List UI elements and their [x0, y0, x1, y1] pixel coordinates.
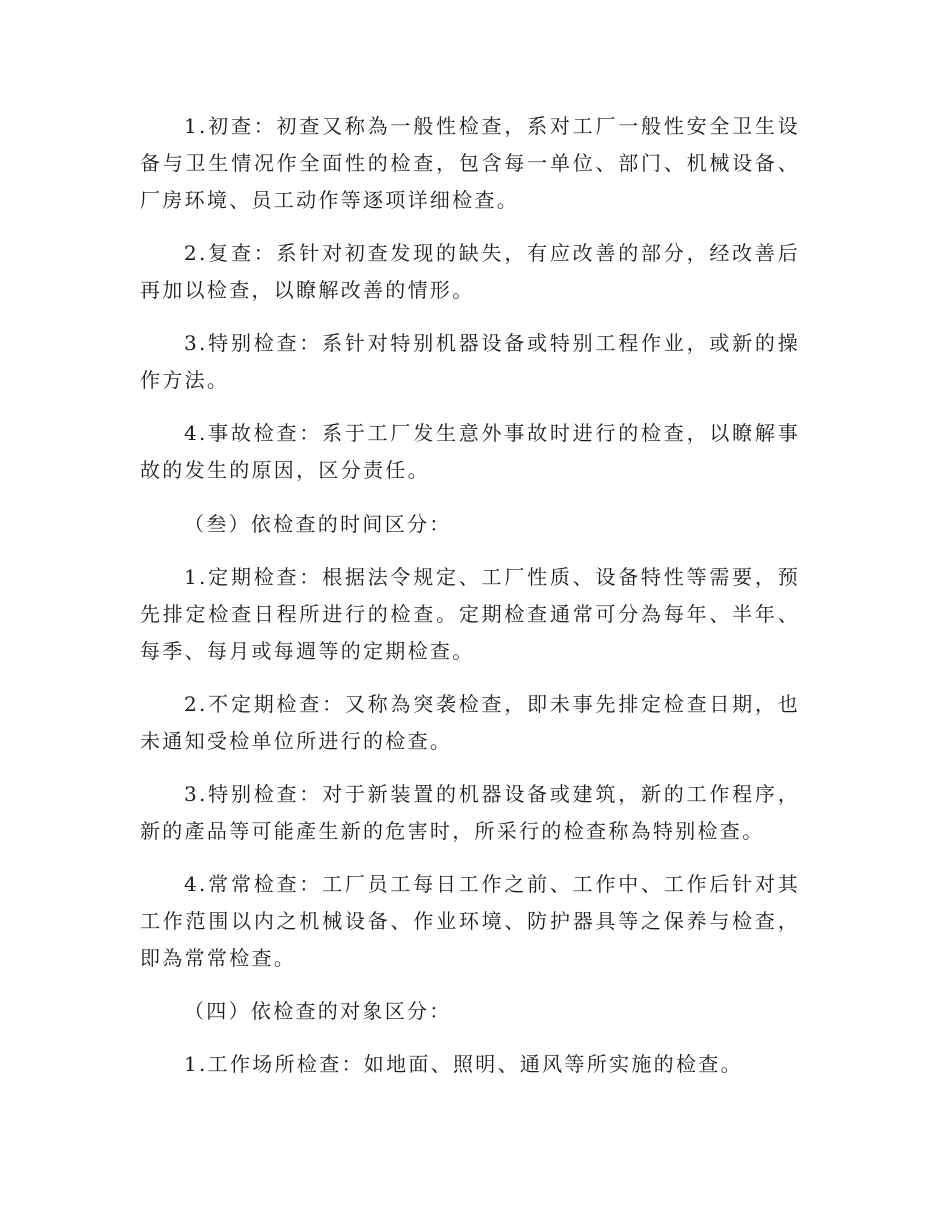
- paragraph-re-inspection: 2.复查：系针对初查发现的缺失，有应改善的部分，经改善后再加以检查，以瞭解改善的情形。: [140, 241, 800, 302]
- paragraph-accident-inspection: 4.事故检查：系于工厂发生意外事故时进行的检查，以瞭解事故的发生的原因，区分责任。: [140, 421, 800, 482]
- section-heading-by-time: （叁）依检查的时间区分：: [184, 512, 452, 536]
- section-heading-by-object: （四）依检查的对象区分：: [184, 999, 452, 1023]
- document-body: [140, 108, 800, 1099]
- paragraph-initial-inspection: 1.初查：初查又称為一般性检查，系对工厂一般性安全卫生设备与卫生情况作全面性的检查，包含每一单位、部门、机械设备、厂房环境、员工动作等逐项详细检查。: [140, 114, 800, 212]
- paragraph-routine-inspection: 4.常常检查：工厂员工每日工作之前、工作中、工作后针对其工作范围以内之机械设备、作业环境、防护器具等之保养与检查，即為常常检查。: [140, 872, 800, 970]
- paragraph-periodic-inspection: 1.定期检查：根据法令规定、工厂性质、设备特性等需要，预先排定检查日程所进行的检查。定期检查通常可分為每年、半年、每季、每月或每週等的定期检查。: [140, 565, 800, 663]
- paragraph-special-inspection-new: 3.特别检查：对于新装置的机器设备或建筑，新的工作程序，新的產品等可能產生新的危害时，所采行的检查称為特别检查。: [140, 782, 800, 843]
- paragraph-workplace-inspection: 1.工作场所检查：如地面、照明、通风等所实施的检查。: [184, 1052, 743, 1076]
- paragraph-special-inspection: 3.特别检查：系针对特别机器设备或特别工程作业，或新的操作方法。: [140, 331, 800, 392]
- paragraph-irregular-inspection: 2.不定期检查：又称為突袭检查，即未事先排定检查日期，也未通知受检单位所进行的检查。: [140, 692, 800, 753]
